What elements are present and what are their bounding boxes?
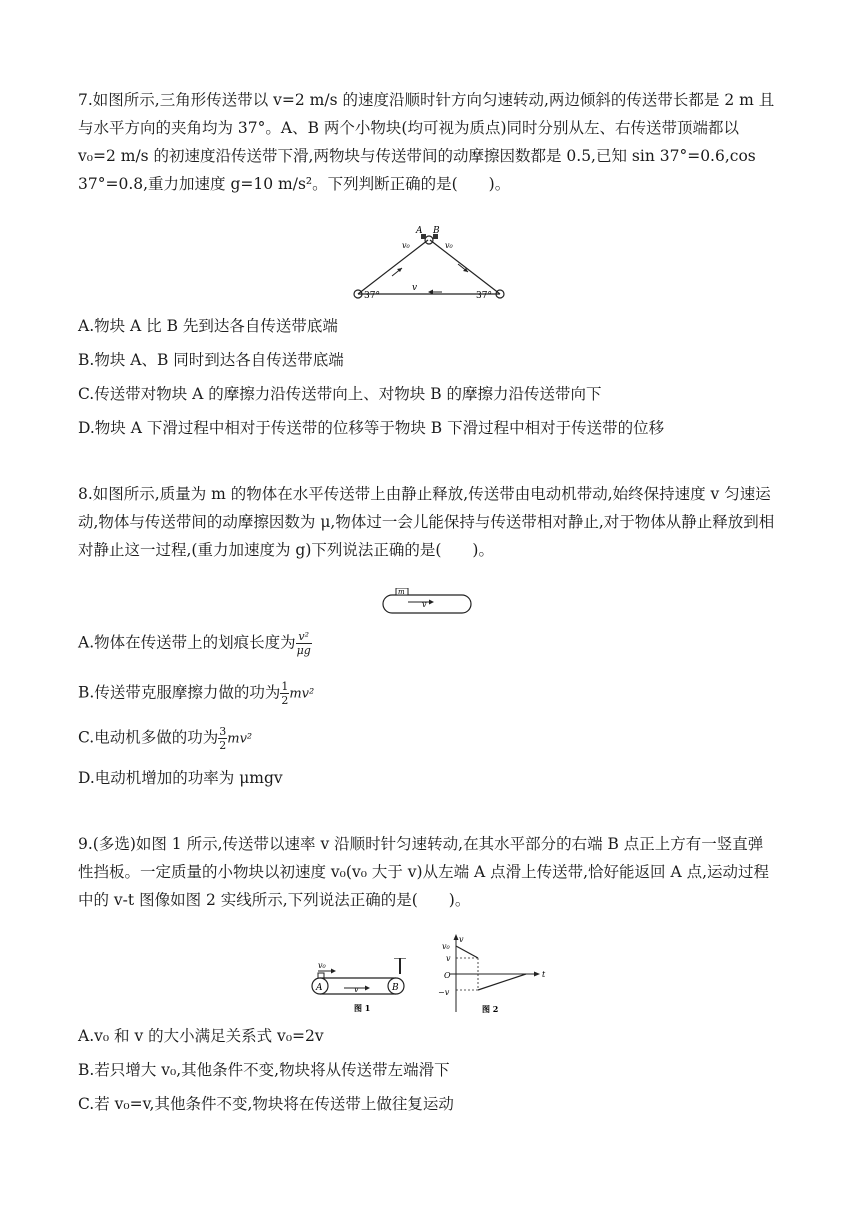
q7-option-c: C.传送带对物块 A 的摩擦力沿传送带向上、对物块 B 的摩擦力沿传送带向下 <box>78 385 602 403</box>
q8-figure <box>382 588 474 618</box>
q8-option-d: D.电动机增加的功率为 μmgv <box>78 769 283 787</box>
q8-mass-label: m <box>398 588 405 596</box>
q9-option-a: A.v₀ 和 v 的大小满足关系式 v₀=2v <box>78 1027 324 1045</box>
q9-stem: 9.(多选)如图 1 所示,传送带以速率 v 沿顺时针匀速转动,在其水平部分的右端 B 点正上方有一竖直弹性挡板。一定质量的小物块以初速度 v₀(v₀ 大于 v)从左端 A 点滑上传送带,恰好能返回 A 点,运动过程中的 v-t 图像如图 2 实线所示,下列说法正确的是( )。 <box>78 835 770 909</box>
q8-option-a <box>78 630 312 657</box>
q7-option-a: A.物块 A 比 B 先到达各自传送带底端 <box>78 317 338 335</box>
q7-label-a: A <box>416 226 423 236</box>
q9-fig1-caption: 图 1 <box>354 1003 371 1013</box>
q9-figure-2 <box>436 932 556 1016</box>
q7-angle-left: 37° <box>364 291 380 301</box>
q9-fig2-t-axis: t <box>542 970 546 979</box>
q9-fig2-origin: O <box>444 971 451 980</box>
q7-belt-left <box>358 240 428 294</box>
q9-fig2-return-line <box>478 974 526 990</box>
q8-option-a-fraction: $\frac{\text{v²}}{\mu g}$ <box>296 630 311 657</box>
q8-option-c: C.电动机多做的功为 $\frac{3}{2}$ mv² <box>78 725 253 752</box>
q8-stem: 8.如图所示,质量为 m 的物体在水平传送带上由静止释放,传送带由电动机带动,始终保持速度 v 匀速运动,物体与传送带间的动摩擦因数为 μ,物体过一会儿能保持与传送带相对静止,对于物体从静止释放到相对静止这一过程,(重力加速度为 g)下列说法正确的是( )。 <box>78 485 775 559</box>
q8-option-b-text: B.传送带克服摩擦力做的功为 <box>78 683 281 702</box>
q9-fig2-v: v <box>446 954 451 963</box>
q9-block <box>318 973 324 978</box>
q9-figure-1 <box>308 958 418 1014</box>
q7-option-b: B.物块 A、B 同时到达各自传送带底端 <box>78 351 344 369</box>
q8-option-c-fraction: $\frac{3}{2}$ <box>219 725 227 752</box>
q7-option-d: D.物块 A 下滑过程中相对于传送带的位移等于物块 B 下滑过程中相对于传送带的位移 <box>78 419 665 437</box>
q8-option-b: B.传送带克服摩擦力做的功为 $\frac{1}{2}$ mv² <box>78 680 315 707</box>
q8-option-c-text: C.电动机多做的功为 <box>78 728 219 747</box>
q7-label-b: B <box>433 226 440 236</box>
q8-v-label: v <box>422 600 427 609</box>
q7-stem: 7.如图所示,三角形传送带以 v=2 m/s 的速度沿顺时针方向匀速转动,两边倾斜的传送带长都是 2 m 且与水平方向的夹角均为 37°。A、B 两个小物块(均可视为质点)同时分别从左、右传送带顶端都以 v₀=2 m/s 的初速度沿传送带下滑,两物块与传送带间的动摩擦因数都是 0.5,已知 sin 37°=0.6,cos 37°=0.8,重力加速度 g=10 m/s²。下列判断正确的是( )。 <box>78 91 775 193</box>
q9-fig1-v: v <box>354 985 359 994</box>
q8-option-b-fraction: $\frac{1}{2}$ <box>281 680 289 707</box>
q9-fig1-b: B <box>392 983 399 993</box>
q7-v0-right: v₀ <box>445 241 453 250</box>
q9-fig2-neg-v: −v <box>438 988 450 997</box>
q9-fig2-caption: 图 2 <box>482 1004 499 1014</box>
q9-fig1-v0: v₀ <box>318 961 326 970</box>
q9-option-b: B.若只增大 v₀,其他条件不变,物块将从传送带左端滑下 <box>78 1061 450 1079</box>
q9-fig2-decel-line <box>456 946 478 958</box>
q7-roller-top <box>425 236 433 244</box>
q7-belt-right <box>430 240 500 294</box>
q9-fig2-v-axis: v <box>459 935 464 944</box>
q7-v-label: v <box>412 283 418 293</box>
q7-figure <box>350 226 510 302</box>
q9-fig1-a: A <box>316 983 323 993</box>
q9-fig2-v0: v₀ <box>442 942 450 951</box>
q8-option-a-text: A.物体在传送带上的划痕长度为 <box>78 633 296 652</box>
q7-angle-right: 37° <box>476 291 492 301</box>
q7-v0-left: v₀ <box>402 241 410 250</box>
q9-option-c: C.若 v₀=v,其他条件不变,物块将在传送带上做往复运动 <box>78 1095 454 1113</box>
